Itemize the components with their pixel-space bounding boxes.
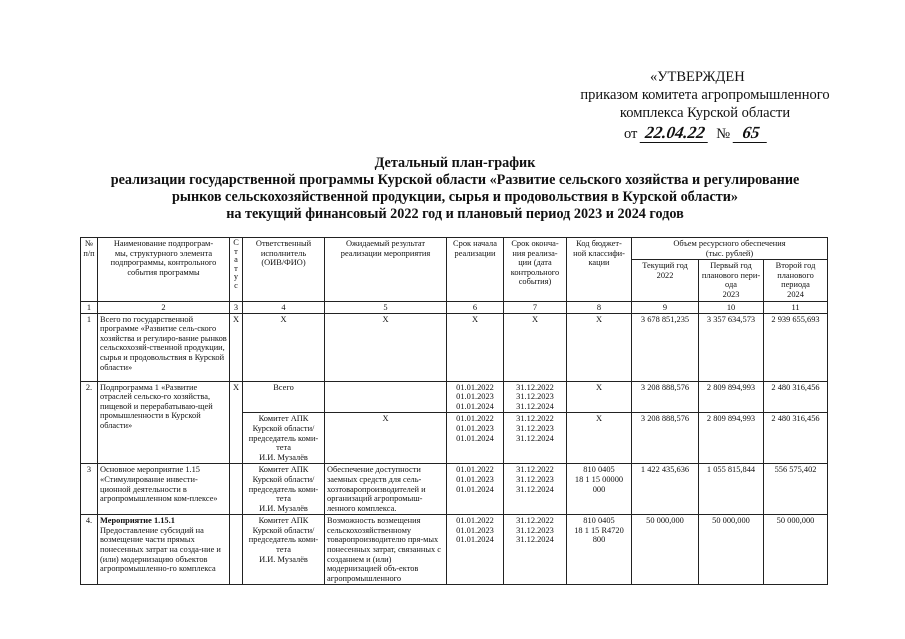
row-responsible: Комитет АПК Курской области/ председатель коми- тета И.И. Музалёв (243, 515, 325, 585)
row-start (447, 381, 504, 413)
date: 01.01.2024 (456, 484, 494, 494)
plan-table (80, 237, 828, 585)
title-line-4: на текущий финансовый 2022 год и плановый период 2023 и 2024 годов (226, 206, 684, 222)
table-row-2a (81, 381, 828, 413)
header-volume: Объем ресурсного обеспечения (тыс. рублей) (632, 238, 828, 260)
row-end (504, 381, 567, 413)
col-number: 7 (504, 301, 567, 313)
row-name: Подпрограмма 1 «Развитие отраслей сельско-го хозяйства, пищевой и перерабатываю-щей промышленности в Курской области» (98, 381, 230, 464)
date: 31.12.2024 (516, 433, 554, 443)
approval-stamp (560, 68, 850, 143)
row-name: Основное мероприятие 1.15 «Стимулирование инвести-ционной деятельности в агропромышленном ком-плексе» (98, 464, 230, 515)
row-end (504, 515, 567, 585)
row-start (447, 515, 504, 585)
row-amount-2024: 2 480 316,456 (764, 413, 828, 464)
row-status: X (230, 381, 243, 464)
row-amount-2024: 2 939 655,693 (764, 313, 828, 381)
row-name-cell (98, 515, 230, 585)
col-number: 11 (764, 301, 828, 313)
header-year-2: Первый год планового пери- ода 2023 (699, 260, 764, 301)
date: 01.01.2024 (456, 535, 494, 545)
col-number: 1 (81, 301, 98, 313)
row-amount-2023: 50 000,000 (699, 515, 764, 585)
approval-date-line (560, 124, 850, 143)
row-responsible: Комитет АПК Курской области/ председатель коми- тета И.И. Музалёв (243, 413, 325, 464)
header-year-1: Текущий год 2022 (632, 260, 699, 301)
row-name-heading: Мероприятие 1.15.1 (100, 516, 175, 526)
title-line-1: Детальный план-график (374, 155, 536, 171)
col-number: 4 (243, 301, 325, 313)
column-number-row (81, 301, 828, 313)
header-name: Наименование подпрограм- мы, структурного элемента подпрограммы, контрольного события программы (98, 238, 230, 302)
date: 31.12.2022 (516, 382, 554, 392)
row-amount-2022: 3 678 851,235 (632, 313, 699, 381)
date: 01.01.2023 (456, 525, 494, 535)
date: 31.12.2022 (516, 414, 554, 424)
row-start: X (447, 313, 504, 381)
approval-line-1: «УТВЕРЖДЕН (650, 69, 745, 85)
date: 01.01.2022 (456, 414, 494, 424)
header-status: С т а т у с (230, 238, 243, 302)
date: 31.12.2024 (516, 401, 554, 411)
date: 01.01.2024 (456, 433, 494, 443)
table-row-4 (81, 515, 828, 585)
date: 31.12.2022 (516, 465, 554, 475)
row-code: X (567, 413, 632, 464)
row-responsible: X (243, 313, 325, 381)
header-responsible: Ответственный исполнитель (ОИВ/ФИО) (243, 238, 325, 302)
row-result: Обеспечение доступности заемных средств для сель-хозтоваропроизводителей и организаций агропромыш-ленного комплекса. (325, 464, 447, 515)
col-number: 2 (98, 301, 230, 313)
col-number: 6 (447, 301, 504, 313)
date: 01.01.2023 (456, 392, 494, 402)
row-amount-2024: 556 575,402 (764, 464, 828, 515)
header-year-3: Второй год планового периода 2024 (764, 260, 828, 301)
date: 01.01.2022 (456, 382, 494, 392)
header-result: Ожидаемый результат реализации мероприятия (325, 238, 447, 302)
col-number: 9 (632, 301, 699, 313)
date: 31.12.2024 (516, 484, 554, 494)
row-amount-2023: 3 357 634,573 (699, 313, 764, 381)
row-amount-2024: 50 000,000 (764, 515, 828, 585)
row-num: 1 (81, 313, 98, 381)
row-end (504, 464, 567, 515)
row-status: X (230, 313, 243, 381)
from-label: от (624, 126, 638, 142)
table-row-3 (81, 464, 828, 515)
document-title (60, 155, 850, 223)
header-num: № п/п (81, 238, 98, 302)
title-line-3: рынков сельскохозяйственной продукции, сырья и продовольствия в Курской области» (171, 189, 738, 205)
row-start (447, 464, 504, 515)
date: 01.01.2024 (456, 401, 494, 411)
date: 31.12.2023 (516, 474, 554, 484)
date: 31.12.2022 (516, 516, 554, 526)
row-amount-2022: 50 000,000 (632, 515, 699, 585)
row-amount-2022: 3 208 888,576 (632, 413, 699, 464)
row-status (230, 515, 243, 585)
table-row-1 (81, 313, 828, 381)
date: 01.01.2023 (456, 423, 494, 433)
row-start (447, 413, 504, 464)
col-number: 5 (325, 301, 447, 313)
row-status (230, 464, 243, 515)
row-num: 2. (81, 381, 98, 464)
date: 01.01.2023 (456, 474, 494, 484)
row-responsible: Комитет АПК Курской области/ председатель коми- тета И.И. Музалёв (243, 464, 325, 515)
row-amount-2022: 3 208 888,576 (632, 381, 699, 413)
handwritten-number: 65 (732, 124, 769, 143)
approval-line-2: приказом комитета агропромышленного (580, 87, 830, 103)
header-row (81, 238, 828, 260)
row-num: 4. (81, 515, 98, 585)
row-name: Предоставление субсидий на возмещение части прямых понесенных затрат на созда-ние и (или) модернизацию объектов агропромышленно-го комплекса (100, 525, 221, 574)
row-result: X (325, 413, 447, 464)
row-amount-2023: 2 809 894,993 (699, 381, 764, 413)
row-amount-2024: 2 480 316,456 (764, 381, 828, 413)
col-number: 10 (699, 301, 764, 313)
header-start: Срок начала реализации (447, 238, 504, 302)
approval-line-3: комплекса Курской области (619, 105, 791, 121)
date: 31.12.2023 (516, 423, 554, 433)
date: 31.12.2023 (516, 392, 554, 402)
row-amount-2023: 2 809 894,993 (699, 413, 764, 464)
row-code: 810 0405 18 1 15 R4720 800 (567, 515, 632, 585)
date: 01.01.2022 (456, 516, 494, 526)
date: 31.12.2023 (516, 525, 554, 535)
row-result: Возможность возмещения сельскохозяйственному товаропроизводителю пря-мых понесенных затрат, связанных с созданием и (или) модернизацией объ-ектов агропромышленного (325, 515, 447, 585)
row-result (325, 381, 447, 413)
row-code: X (567, 381, 632, 413)
row-amount-2022: 1 422 435,636 (632, 464, 699, 515)
number-label: № (716, 126, 731, 142)
date: 31.12.2024 (516, 535, 554, 545)
row-result: X (325, 313, 447, 381)
row-end: X (504, 313, 567, 381)
row-num: 3 (81, 464, 98, 515)
header-end: Срок оконча- ния реализа- ции (дата контрольного события) (504, 238, 567, 302)
col-number: 8 (567, 301, 632, 313)
date: 01.01.2022 (456, 465, 494, 475)
row-responsible: Всего (243, 381, 325, 413)
row-amount-2023: 1 055 815,844 (699, 464, 764, 515)
row-name: Всего по государственной программе «Развитие сель-ского хозяйства и регулиро-вание рынков сельскохозяй-ственной продукции, сырья и продовольствия в Курской области» (98, 313, 230, 381)
title-line-2: реализации государственной программы Курской области «Развитие сельского хозяйства и регулирование (110, 172, 800, 188)
header-code: Код бюджет- ной классифи- кации (567, 238, 632, 302)
col-number: 3 (230, 301, 243, 313)
row-end (504, 413, 567, 464)
row-code: 810 0405 18 1 15 00000 000 (567, 464, 632, 515)
handwritten-date: 22.04.22 (640, 124, 711, 143)
row-code: X (567, 313, 632, 381)
